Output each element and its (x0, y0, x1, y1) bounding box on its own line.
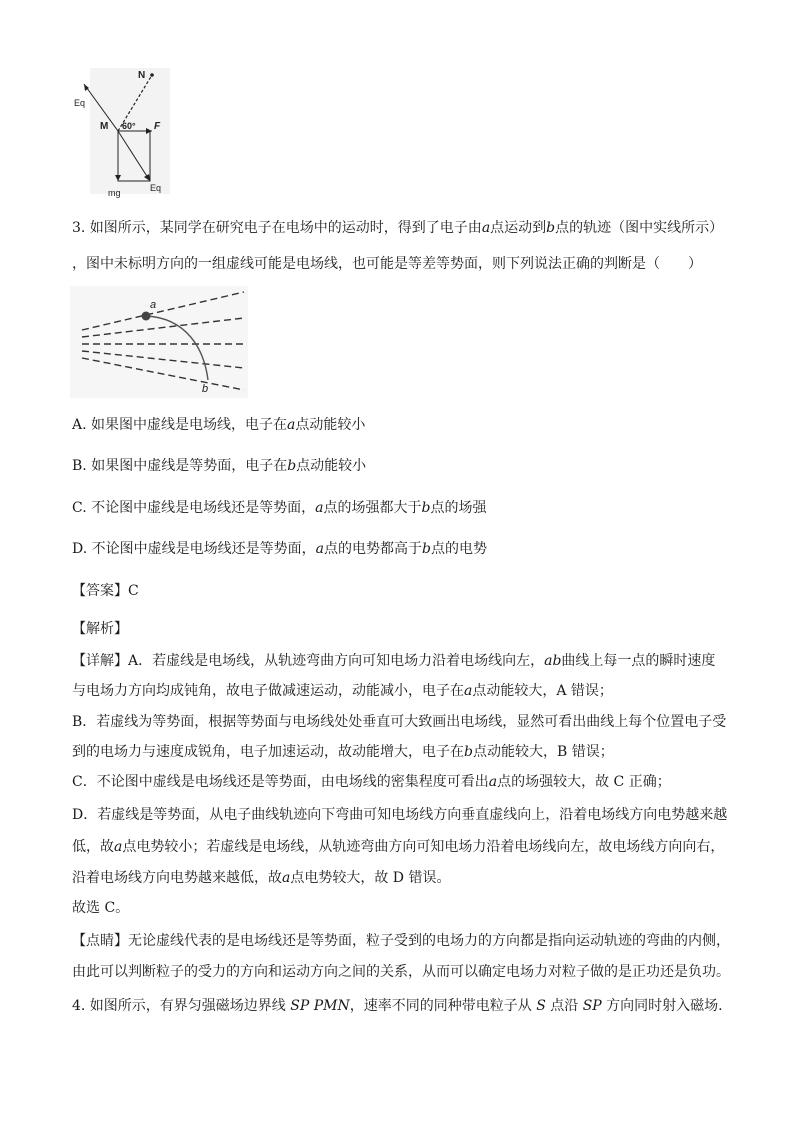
analysis-tag: 【解析】 (72, 621, 128, 637)
detail-line-4 (72, 742, 614, 762)
detail-line-5 (72, 772, 671, 792)
option-text: B. 如果图中虚线是等势面，电子在 (72, 458, 288, 474)
label-angle: 60° (122, 121, 136, 131)
q3-text: 点运动到 (490, 220, 547, 236)
detail-text: 沿着电场线方向电势越来越低，故 (72, 870, 282, 886)
detail-text: C．不论图中虚线是电场线还是等势面，由电场线的密集程度可看出 (72, 774, 489, 790)
detail-text: 点电势较小；若虚线是电场线，从轨迹弯曲方向可知电场力沿着电场线向左，故电场线方向向右， (122, 839, 725, 855)
option-text: 点动能较小 (296, 458, 367, 474)
var-SP: SP (582, 998, 602, 1014)
var-b: b (287, 458, 297, 474)
var-a: a (282, 870, 291, 886)
tips-text: 无论虚线代表的是电场线还是等势面，粒子受到的电场力的方向都是指向运动轨迹的弯曲的内侧， (128, 933, 730, 949)
var-a: a (481, 220, 491, 236)
answer-tag: 【答案】 (72, 583, 128, 599)
var-b: b (546, 220, 556, 236)
option-b (72, 456, 366, 476)
q4-line1 (72, 996, 723, 1016)
var-a: a (287, 417, 296, 433)
option-c (72, 498, 486, 518)
detail-text: A．若虚线是电场线，从轨迹弯曲方向可知电场力沿着电场线向左， (128, 653, 545, 669)
q4-text: 4. 如图所示，有界匀强磁场边界线 (72, 998, 286, 1014)
detail-text: 点动能较大，A 错误； (472, 683, 613, 699)
option-text: A. 如果图中虚线是电场线，电子在 (72, 417, 288, 433)
tips-tag: 【点睛】 (72, 933, 128, 949)
label-M: M (100, 121, 109, 132)
option-a (72, 415, 365, 435)
q3-text: 点的轨迹（图中实线所示） (555, 220, 724, 236)
detail-text: 与电场力方向均成钝角，故电子做减速运动，动能减小，电子在 (72, 683, 464, 699)
label-F: F (154, 121, 161, 132)
detail-line-3: B．若虚线为等势面，根据等势面与电场线处处垂直可大致画出电场线，显然可看出曲线上每个位置电子受 (72, 714, 727, 730)
answer-line (72, 581, 139, 601)
q3-text: 3. 如图所示，某同学在研究电子在电场中的运动时，得到了电子由 (72, 220, 482, 236)
option-text: 点的场强 (430, 500, 487, 516)
var-SP: SP (290, 998, 310, 1014)
label-Eq-left: Eq (74, 98, 86, 108)
fig-label-a: a (150, 299, 157, 311)
detail-text: 点电势较大，故 D 错误。 (290, 870, 451, 886)
option-text: 点的电势都高于 (323, 541, 422, 557)
var-a: a (315, 541, 324, 557)
detail-line-1 (72, 651, 715, 671)
detail-text: 点的场强较大，故 C 正确； (497, 774, 671, 790)
q4-text: 点沿 (550, 998, 579, 1014)
q3-line1 (72, 218, 723, 238)
option-text: D. 不论图中虚线是电场线还是等势面， (72, 541, 316, 557)
var-a: a (488, 774, 498, 790)
var-b: b (464, 744, 473, 760)
detail-line-7 (72, 837, 724, 857)
option-text: 点的电势 (430, 541, 487, 557)
var-a: a (464, 683, 473, 699)
detail-text: 到的电场力与速度成锐角，电子加速运动，故动能增大，电子在 (72, 744, 464, 760)
tips-line-2: 由此可以判断粒子的受力的方向和运动方向之间的关系，从而可以确定电场力对粒子做的是正功还是负功。 (72, 964, 730, 980)
detail-text: 点动能较大，B 错误； (472, 744, 614, 760)
q4-text: 方向同时射入磁场. (606, 998, 723, 1014)
label-Eq-right: Eq (150, 183, 162, 193)
var-S: S (536, 998, 546, 1014)
detail-tag: 【详解】 (72, 653, 128, 669)
option-text: 点动能较小 (295, 417, 366, 433)
detail-text: 低，故 (72, 839, 114, 855)
trajectory-figure (70, 286, 248, 398)
q4-text: ，速率不同的同种带电粒子从 (349, 998, 532, 1014)
tips-line-1 (72, 931, 730, 951)
force-diagram-figure (72, 60, 182, 200)
detail-line-2 (72, 681, 613, 701)
var-b: b (421, 541, 431, 557)
option-d (72, 539, 487, 559)
detail-line-6: D．若虚线是等势面，从电子曲线轨迹向下弯曲可知电场线方向垂直虚线向上，沿着电场线方向电势越来越 (72, 807, 728, 823)
label-mg: mg (108, 188, 121, 198)
detail-text: 曲线上每一点的瞬时速度 (561, 653, 716, 669)
var-a: a (315, 500, 324, 516)
answer-value: C (128, 583, 139, 599)
var-a: a (114, 839, 123, 855)
fig-label-b: b (202, 383, 209, 395)
q3-line2: ，图中未标明方向的一组虚线可能是电场线，也可能是等差等势面，则下列说法正确的判断是（ ） (72, 256, 702, 272)
option-text: C. 不论图中虚线是电场线还是等势面， (72, 500, 316, 516)
label-N: N (138, 70, 146, 81)
detail-line-8 (72, 868, 450, 888)
conclusion-line: 故选 C。 (72, 900, 130, 916)
var-ab: ab (544, 653, 562, 669)
option-text: 点的场强都大于 (323, 500, 422, 516)
var-b: b (421, 500, 431, 516)
var-PMN: PMN (313, 998, 350, 1014)
